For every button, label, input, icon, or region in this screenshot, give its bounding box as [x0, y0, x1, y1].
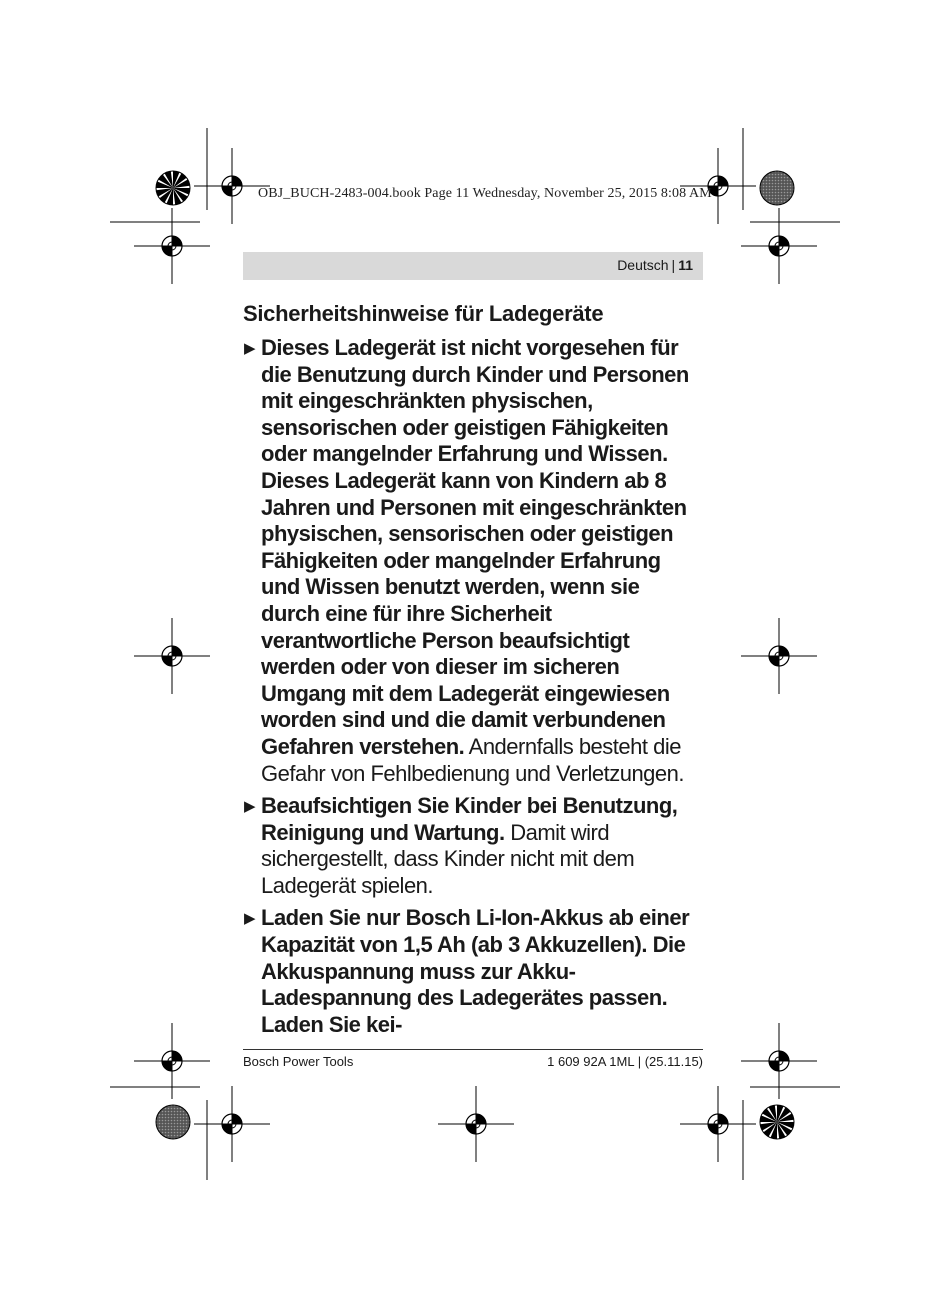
header-text	[617, 257, 693, 273]
safety-list	[243, 335, 703, 1038]
running-header	[243, 252, 703, 280]
item-normal-text: Andernfalls besteht die Gefahr von Fehlbedienung und Verletzungen.	[261, 733, 684, 786]
main-content	[243, 299, 703, 1044]
list-item	[243, 335, 703, 787]
triangle-bullet-icon: ▶	[244, 798, 256, 816]
footer-rule	[243, 1049, 703, 1050]
list-item	[243, 793, 703, 899]
footer-brand: Bosch Power Tools	[243, 1054, 354, 1069]
item-normal-text: Damit wird sichergestellt, dass Kinder nicht mit dem Ladegerät spielen.	[261, 819, 635, 898]
item-bold-text: Beaufsichtigen Sie Kinder bei Benutzung, Reinigung und Wartung.	[261, 793, 678, 845]
footer-doc-number: 1 609 92A 1ML | (25.11.15)	[547, 1054, 703, 1069]
item-bold-text: Dieses Ladegerät ist nicht vorgesehen für die Benutzung durch Kinder und Personen mit eingeschränkten physischen, sensorischen oder geistigen Fähigkeiten oder mangelnder Erfahrung und Wissen. Dieses Ladegerät kann von Kindern ab 8 Jahren und Personen mit eingeschränkten physischen, sensorischen oder geistigen Fähigkeiten oder mangelnder Erfahrung und Wissen benutzt werden, wenn sie durch eine für ihre Sicherheit verantwortliche Person beaufsichtigt werden oder von dieser im sicheren Umgang mit dem Ladegerät eingewiesen worden sind und die damit verbundenen Gefahren verstehen.	[261, 335, 689, 759]
triangle-bullet-icon: ▶	[244, 340, 256, 357]
section-title: Sicherheitshinweise für Ladegeräte	[243, 301, 604, 326]
list-item	[243, 905, 703, 1038]
header-language: Deutsch	[617, 257, 669, 273]
header-separator: |	[671, 257, 676, 273]
item-bold-text: Laden Sie nur Bosch Li-Ion-Akkus ab einer Kapazität von 1,5 Ah (ab 3 Akkuzellen). Die Akkuspannung muss zur Akku-Ladespannung des Ladegerätes passen. Laden Sie kei-	[261, 905, 690, 1037]
triangle-bullet-icon: ▶	[244, 910, 256, 928]
print-slug: OBJ_BUCH-2483-004.book Page 11 Wednesday, November 25, 2015 8:08 AM	[258, 186, 712, 201]
page-number: 11	[678, 257, 693, 273]
